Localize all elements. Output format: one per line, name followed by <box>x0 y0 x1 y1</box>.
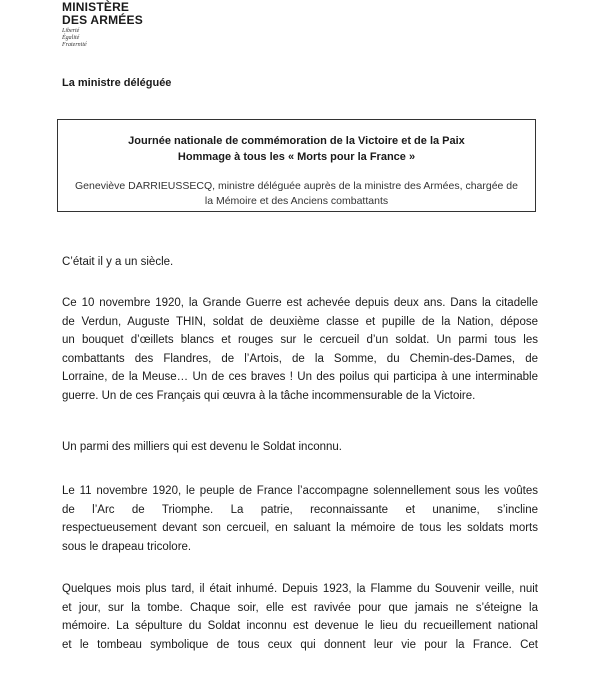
motto-liberte: Liberté <box>62 28 80 34</box>
paragraph-line: mémoire. La sépulture du Soldat inconnu est devenue le lieu du recueillement national <box>62 620 538 633</box>
paragraph-line: Quelques mois plus tard, il était inhumé. Depuis 1923, la Flamme du Souvenir veille, nuit <box>62 583 538 595</box>
title-box <box>57 119 536 212</box>
ministry-logo-line2: DES ARMÉES <box>62 13 143 27</box>
paragraph-line: Un parmi des milliers qui est devenu le Soldat inconnu. <box>62 441 342 453</box>
paragraph-line: Lorraine, de la Meuse… Un de ces braves ! Un des poilus qui participa à une interminable <box>62 371 538 384</box>
motto-fraternite: Fraternité <box>62 42 87 48</box>
author-line2: la Mémoire et des Anciens combattants <box>204 195 389 207</box>
document-title-line1: Journée nationale de commémoration de la Victoire et de la Paix <box>128 135 465 147</box>
paragraph-2 <box>62 294 538 406</box>
paragraph-line: et jour, sur la tombe. Chaque soir, elle est ravivée pour que jamais ne s’éteigne la <box>62 601 538 614</box>
paragraph-line: et le tombeau symbolique de tous ceux qui donnent leur vie pour la France. Cet <box>62 638 538 651</box>
paragraph-line: respectueusement devant son cercueil, en saluant la mémoire de tous les soldats morts <box>62 522 538 535</box>
paragraph-1 <box>62 253 538 272</box>
paragraph-line: de l’Arc de Triomphe. La patrie, reconnaissante et unanime, s’incline <box>62 503 538 516</box>
paragraph-line: un bouquet d’œillets blancs et rouges sur le cercueil d’un soldat. Un parmi tous les <box>62 334 538 347</box>
paragraph-line: combattants des Flandres, de l’Artois, de la Somme, du Chemin-des-Dames, de <box>62 352 538 365</box>
document-title-line2: Hommage à tous les « Morts pour la France » <box>177 151 416 163</box>
author-line1: Geneviève DARRIEUSSECQ, ministre déléguée auprès de la ministre des Armées, chargée de <box>75 180 518 192</box>
office-title: La ministre déléguée <box>62 77 172 89</box>
paragraph-3 <box>62 438 538 457</box>
ministry-logo-line1: MINISTÈRE <box>62 0 130 14</box>
paragraph-line: Le 11 novembre 1920, le peuple de France l’accompagne solennellement sous les voûtes <box>62 485 538 497</box>
paragraph-line: Ce 10 novembre 1920, la Grande Guerre est achevée depuis deux ans. Dans la citadelle <box>62 297 538 309</box>
paragraph-5 <box>62 580 538 654</box>
motto-egalite: Égalité <box>62 35 80 41</box>
paragraph-4 <box>62 482 538 556</box>
paragraph-line: C’était il y a un siècle. <box>62 256 174 268</box>
paragraph-line: sous le drapeau tricolore. <box>62 540 192 553</box>
paragraph-line: de Verdun, Auguste THIN, soldat de deuxième classe et pupille de la Nation, dépose <box>62 315 538 328</box>
paragraph-line: guerre. Un de ces Français qui œuvra à la tâche incommensurable de la Victoire. <box>62 389 476 402</box>
